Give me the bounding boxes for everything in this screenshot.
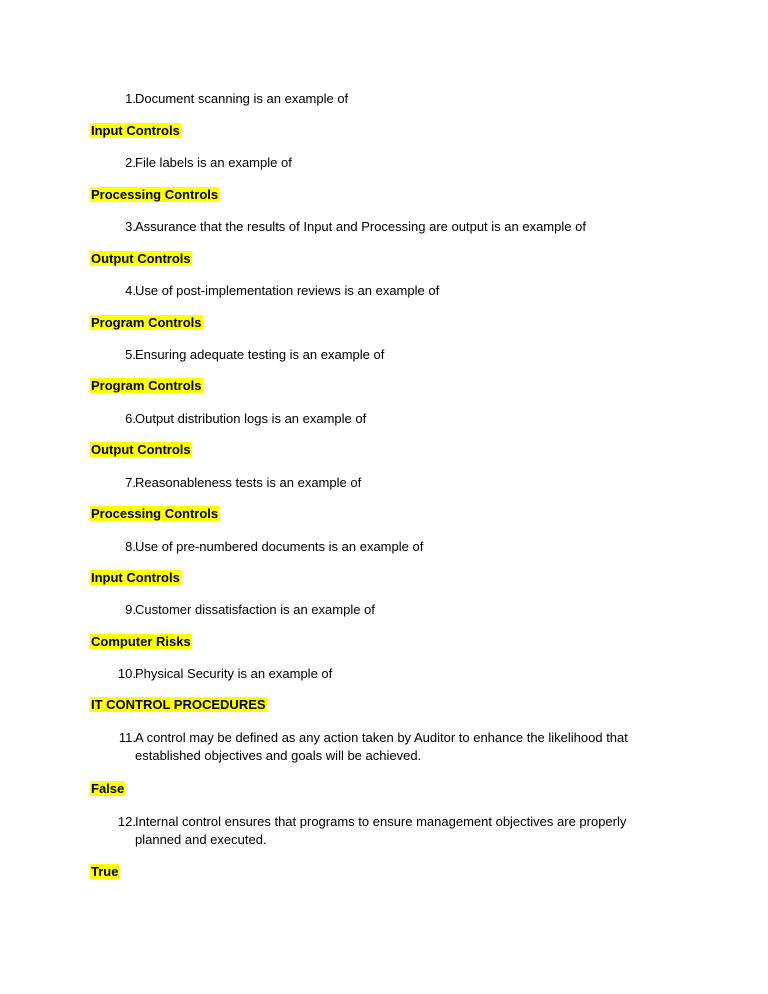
question-text: Physical Security is an example of: [135, 666, 333, 681]
highlighted-answer: Computer Risks: [91, 634, 191, 649]
highlighted-answer: Input Controls: [91, 123, 180, 138]
answer-12: [90, 864, 119, 880]
answer-11: [90, 781, 125, 797]
highlighted-answer: Input Controls: [91, 570, 180, 585]
question-number: 10.: [117, 666, 136, 681]
highlighted-answer: Processing Controls: [91, 187, 219, 202]
question-text: File labels is an example of: [135, 155, 292, 170]
question-number: 8.: [125, 539, 136, 554]
answer-6: [90, 442, 192, 458]
answer-5: [90, 378, 203, 394]
question-11: [112, 729, 672, 765]
question-number: 5.: [125, 347, 136, 362]
highlighted-answer: IT CONTROL PROCEDURES: [91, 697, 266, 712]
answer-8: [90, 570, 181, 586]
question-number: 4.: [125, 283, 136, 298]
answer-1: [90, 123, 181, 139]
question-1: [112, 90, 672, 108]
answer-4: [90, 315, 203, 331]
question-number: 12.: [117, 814, 136, 829]
question-10: [112, 665, 672, 683]
highlighted-answer: True: [91, 864, 119, 879]
question-number: 2.: [125, 155, 136, 170]
question-text: Reasonableness tests is an example of: [135, 475, 362, 490]
question-12: [112, 813, 672, 849]
question-text: Document scanning is an example of: [135, 91, 349, 106]
highlighted-answer: Program Controls: [91, 378, 202, 393]
question-text: A control may be defined as any action taken by Auditor to enhance the likelihood that established objectives and goals will be achieved.: [135, 730, 628, 763]
question-7: [112, 474, 672, 492]
question-5: [112, 346, 672, 364]
answer-2: [90, 187, 219, 203]
highlighted-answer: False: [91, 781, 125, 796]
question-4: [112, 282, 672, 300]
highlighted-answer: Output Controls: [91, 251, 191, 266]
question-2: [112, 154, 672, 172]
question-number: 3.: [125, 219, 136, 234]
question-number: 9.: [125, 602, 136, 617]
answer-9: [90, 634, 192, 650]
question-text: Use of post-implementation reviews is an example of: [135, 283, 440, 298]
highlighted-answer: Output Controls: [91, 442, 191, 457]
answer-7: [90, 506, 219, 522]
highlighted-answer: Processing Controls: [91, 506, 219, 521]
question-text: Internal control ensures that programs to ensure management objectives are properly planned and executed.: [135, 814, 627, 847]
answer-10: [90, 697, 267, 713]
question-text: Use of pre-numbered documents is an example of: [135, 539, 424, 554]
highlighted-answer: Program Controls: [91, 315, 202, 330]
question-number: 1.: [125, 91, 136, 106]
question-6: [112, 410, 672, 428]
question-number: 7.: [125, 475, 136, 490]
question-3: [112, 218, 672, 236]
question-number: 6.: [125, 411, 136, 426]
question-8: [112, 538, 672, 556]
answer-3: [90, 251, 192, 267]
question-text: Customer dissatisfaction is an example of: [135, 602, 375, 617]
question-9: [112, 601, 672, 619]
question-text: Ensuring adequate testing is an example of: [135, 347, 385, 362]
question-number: 11.: [118, 730, 136, 745]
question-text: Assurance that the results of Input and Processing are output is an example of: [135, 219, 586, 234]
question-text: Output distribution logs is an example of: [135, 411, 367, 426]
